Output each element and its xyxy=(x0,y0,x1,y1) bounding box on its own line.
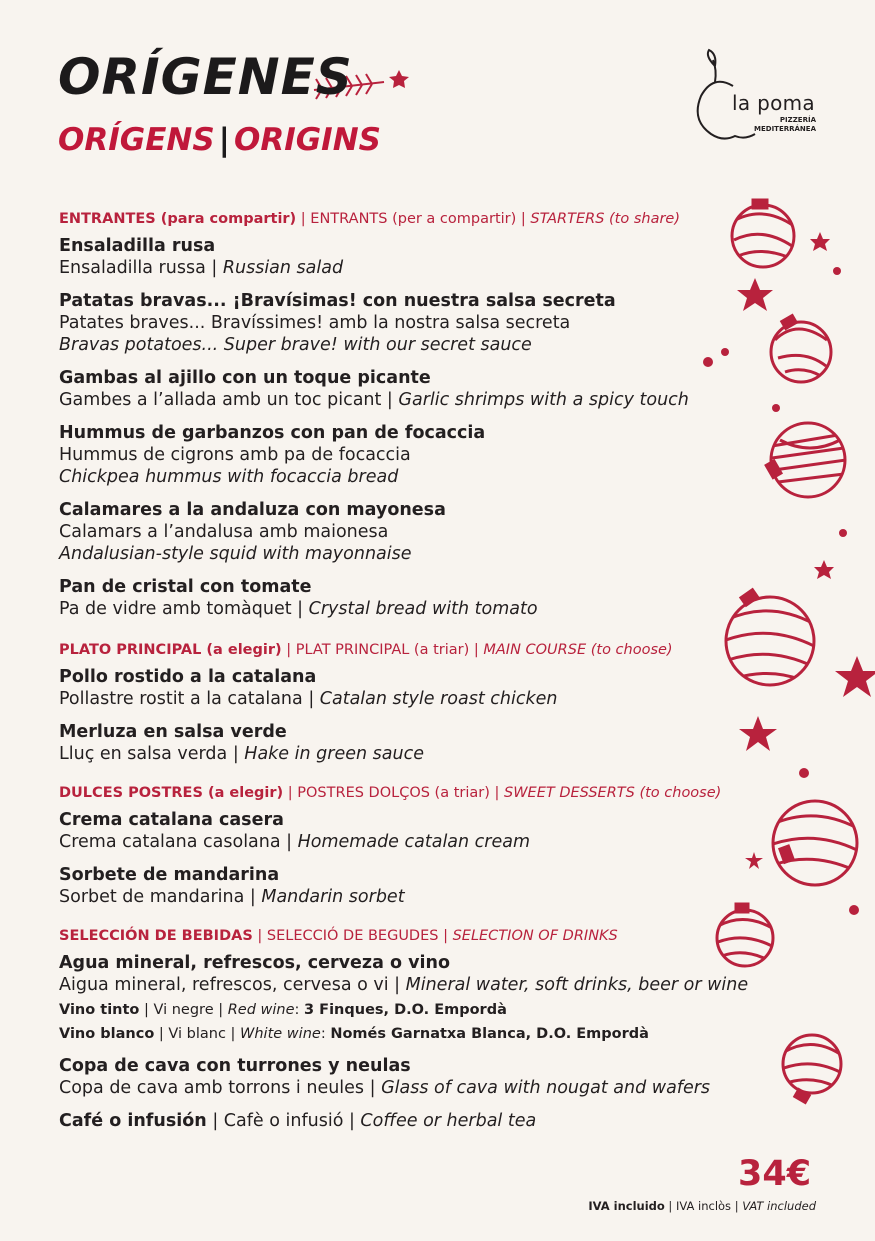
item-en: Hake in green sauce xyxy=(244,744,424,764)
wine-name: 3 Finques, D.O. Empordà xyxy=(304,1002,507,1018)
item-ca: Hummus de cigrons amb pa de focaccia xyxy=(59,445,411,465)
menu-item xyxy=(59,721,799,765)
item-ca xyxy=(59,831,799,853)
item-en: Crystal bread with tomato xyxy=(308,599,538,619)
menu-item xyxy=(59,499,799,565)
item-ca xyxy=(59,257,799,279)
item-es: Pollo rostido a la catalana xyxy=(59,667,317,687)
item-en: Chickpea hummus with focaccia bread xyxy=(59,467,399,487)
wine-ca: | Vi blanc | xyxy=(154,1026,241,1042)
section-heading xyxy=(59,211,799,227)
vat-ca: | IVA inclòs | xyxy=(664,1199,743,1213)
item-ca-text: | Cafè o infusió | xyxy=(206,1111,361,1131)
item-ca xyxy=(59,1077,799,1099)
wine-en: Red wine xyxy=(227,1002,295,1018)
section-desserts xyxy=(59,785,799,908)
vat-es: IVA incluido xyxy=(588,1199,665,1213)
item-es: Crema catalana casera xyxy=(59,810,284,830)
item-en: Mineral water, soft drinks, beer or wine xyxy=(405,975,749,995)
subtitle-separator: | xyxy=(218,122,230,158)
item-es: Sorbete de mandarina xyxy=(59,865,280,885)
star-icon xyxy=(835,656,875,697)
menu-item xyxy=(59,1110,799,1132)
item-es: Hummus de garbanzos con pan de focaccia xyxy=(59,423,486,443)
vat-note xyxy=(588,1199,816,1213)
item-en: Russian salad xyxy=(222,258,344,278)
heading-es-note: (a elegir) xyxy=(201,642,282,658)
menu-price: 34€ xyxy=(738,1154,812,1194)
heading-en: SELECTION OF DRINKS xyxy=(452,928,618,944)
red-wine-line xyxy=(59,1000,799,1020)
item-es: Ensaladilla rusa xyxy=(59,236,216,256)
item-ca: Patates braves... Bravíssimes! amb la nostra salsa secreta xyxy=(59,313,571,333)
section-drinks xyxy=(59,928,799,1132)
menu-item xyxy=(59,864,799,908)
item-es: Copa de cava con turrones y neulas xyxy=(59,1056,411,1076)
heading-ca: | PLAT PRINCIPAL (a triar) | xyxy=(281,642,484,658)
heading-en: SWEET DESSERTS (to choose) xyxy=(504,785,722,801)
logo-line-2: MEDITERRÁNEA xyxy=(754,125,816,133)
heading-es: SELECCIÓN DE BEBIDAS xyxy=(59,928,253,944)
menu-item xyxy=(59,290,799,356)
vat-en: VAT included xyxy=(742,1199,816,1213)
menu-item xyxy=(59,576,799,620)
dot-icon xyxy=(849,905,859,915)
wine-colon: : xyxy=(320,1026,331,1042)
wine-name: Només Garnatxa Blanca, D.O. Empordà xyxy=(330,1026,649,1042)
item-ca: Calamars a l’andalusa amb maionesa xyxy=(59,522,389,542)
wine-colon: : xyxy=(294,1002,305,1018)
section-main-course xyxy=(59,642,799,765)
wine-es: Vino tinto xyxy=(59,1002,140,1018)
heading-ca: | SELECCIÓ DE BEGUDES | xyxy=(252,928,453,944)
item-ca-text: Lluç en salsa verda | xyxy=(59,744,245,764)
logo-subtitle xyxy=(740,116,816,134)
item-en: Coffee or herbal tea xyxy=(360,1111,537,1131)
item-en: Catalan style roast chicken xyxy=(319,689,558,709)
heading-es-note: (a elegir) xyxy=(202,785,284,801)
heading-ca: | ENTRANTS (per a compartir) | xyxy=(296,211,531,227)
item-en: Garlic shrimps with a spicy touch xyxy=(398,390,689,410)
heading-es-note: (para compartir) xyxy=(155,211,297,227)
heading-en: MAIN COURSE (to choose) xyxy=(483,642,673,658)
item-ca xyxy=(59,1110,799,1132)
menu-item xyxy=(59,367,799,411)
item-es: Patatas bravas... ¡Bravísimas! con nuestra salsa secreta xyxy=(59,291,616,311)
menu-item xyxy=(59,235,799,279)
item-ca-text: Pa de vidre amb tomàquet | xyxy=(59,599,309,619)
logo-line-1: PIZZERÍA xyxy=(779,116,816,124)
subtitle-english: ORIGINS xyxy=(233,122,381,158)
menu xyxy=(59,211,799,1143)
item-es: Agua mineral, refrescos, cerveza o vino xyxy=(59,953,450,973)
wine-ca: | Vi negre | xyxy=(139,1002,228,1018)
item-ca xyxy=(59,743,799,765)
page-title: ORÍGENES xyxy=(58,48,353,106)
dot-icon xyxy=(833,267,841,275)
wine-es: Vino blanco xyxy=(59,1026,155,1042)
heading-es: PLATO PRINCIPAL xyxy=(59,642,202,658)
item-en: Andalusian-style squid with mayonnaise xyxy=(59,544,412,564)
item-ca xyxy=(59,598,799,620)
section-heading xyxy=(59,928,799,944)
item-es: Café o infusión xyxy=(59,1111,207,1131)
page-subtitle xyxy=(58,122,381,158)
menu-item xyxy=(59,809,799,853)
heading-en: STARTERS (to share) xyxy=(530,211,681,227)
heading-es: ENTRANTES xyxy=(59,211,156,227)
item-es: Merluza en salsa verde xyxy=(59,722,287,742)
item-ca-text: Sorbet de mandarina | xyxy=(59,887,262,907)
item-ca xyxy=(59,974,799,996)
item-ca-text: Copa de cava amb torrons i neules | xyxy=(59,1078,382,1098)
wine-en: White wine xyxy=(240,1026,321,1042)
item-ca-text: Aigua mineral, refrescos, cervesa o vi | xyxy=(59,975,406,995)
heading-es: DULCES POSTRES xyxy=(59,785,203,801)
item-ca-text: Gambes a l’allada amb un toc picant | xyxy=(59,390,399,410)
item-ca xyxy=(59,688,799,710)
menu-item xyxy=(59,1055,799,1099)
heading-ca: | POSTRES DOLÇOS (a triar) | xyxy=(283,785,504,801)
item-en: Homemade catalan cream xyxy=(297,832,531,852)
item-ca-text: Ensaladilla russa | xyxy=(59,258,223,278)
item-es: Calamares a la andaluza con mayonesa xyxy=(59,500,446,520)
menu-item xyxy=(59,952,799,1044)
item-ca-text: Pollastre rostit a la catalana | xyxy=(59,689,320,709)
dot-icon xyxy=(839,529,847,537)
item-es: Gambas al ajillo con un toque picante xyxy=(59,368,431,388)
section-heading xyxy=(59,642,799,658)
menu-item xyxy=(59,666,799,710)
subtitle-catalan: ORÍGENS xyxy=(58,122,215,158)
logo-name: la poma xyxy=(732,91,815,115)
item-ca xyxy=(59,886,799,908)
section-heading xyxy=(59,785,799,801)
item-es: Pan de cristal con tomate xyxy=(59,577,312,597)
dot-icon xyxy=(799,768,809,778)
star-icon xyxy=(389,70,409,88)
white-wine-line xyxy=(59,1024,799,1044)
item-ca xyxy=(59,389,799,411)
section-starters xyxy=(59,211,799,620)
item-en: Bravas potatoes... Super brave! with our secret sauce xyxy=(59,335,532,355)
item-en: Mandarin sorbet xyxy=(261,887,405,907)
star-icon xyxy=(814,560,834,579)
star-icon xyxy=(810,232,830,251)
item-ca-text: Crema catalana casolana | xyxy=(59,832,298,852)
item-en: Glass of cava with nougat and wafers xyxy=(381,1078,711,1098)
menu-item xyxy=(59,422,799,488)
